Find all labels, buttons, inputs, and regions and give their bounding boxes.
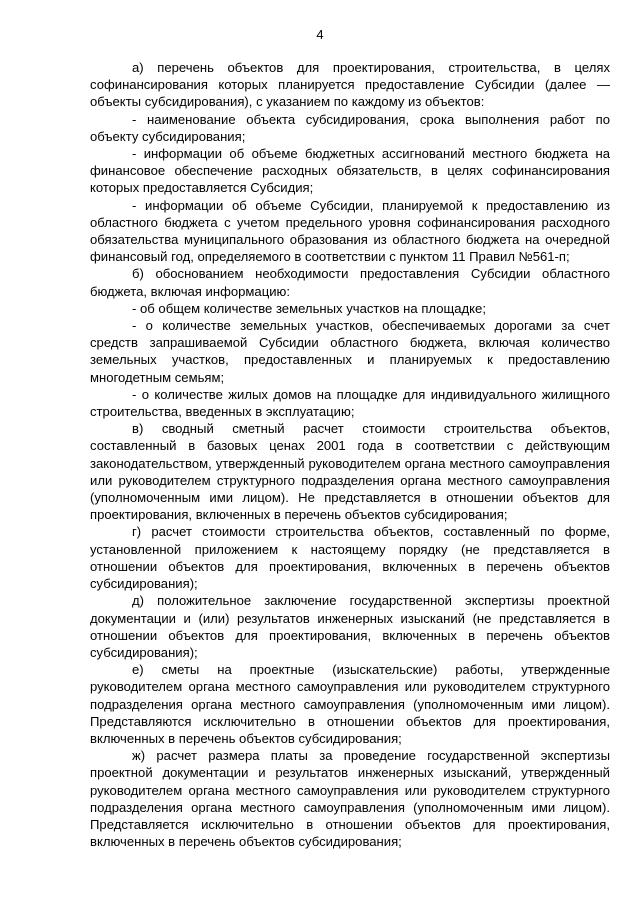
paragraph-object-name: - наименование объекта субсидирования, срока выполнения работ по объекту субсидирования; xyxy=(90,111,610,144)
page-number: 4 xyxy=(316,27,324,42)
paragraph-b-justification: б) обоснованием необходимости предоставления Субсидии областного бюджета, включая информацию: xyxy=(90,266,610,299)
paragraph-local-budget-info: - информации об объеме бюджетных ассигнований местного бюджета на финансовое обеспечение расходных обязательств, в целях софинансирования которых предоставляется Субсидия; xyxy=(90,146,610,196)
paragraph-e-design-estimates: е) сметы на проектные (изыскательские) работы, утвержденные руководителем органа местного самоуправления или руководителем структурного подразделения органа местного самоуправления (уполномоченным ими лицом). Представляются исключительно в отношении объектов для проектирования, включенных в перечень объектов субсидирования; xyxy=(90,662,610,746)
document-body xyxy=(90,59,610,850)
paragraph-zh-expertise-fee: ж) расчет размера платы за проведение государственной экспертизы проектной документации и результатов инженерных изысканий, утвержденный руководителем органа местного самоуправления или руководителем структурного подразделения органа местного самоуправления (уполномоченным ими лицом). Представляется исключительно в отношении объектов для проектирования, включенных в перечень объектов субсидирования; xyxy=(90,748,610,850)
paragraph-d-expert-conclusion: д) положительное заключение государственной экспертизы проектной документации и (или) результатов инженерных изысканий (не представляется в отношении объектов для проектирования, включенных в перечень объектов субсидирования); xyxy=(90,593,610,660)
paragraph-houses-count: - о количестве жилых домов на площадке для индивидуального жилищного строительства, введенных в эксплуатацию; xyxy=(90,386,610,420)
paragraph-land-plots-roads: - о количестве земельных участков, обеспечиваемых дорогами за счет средств запрашиваемой Субсидии областного бюджета, включая количество земельных участков, предоставленных и планируемых к предоставлению многодетным семьям; xyxy=(90,318,610,385)
paragraph-a-objects-list: а) перечень объектов для проектирования, строительства, в целях софинансирования которых планируется предоставление Субсидии (далее — объекты субсидирования), с указанием по каждому из объектов: xyxy=(90,60,610,110)
paragraph-subsidy-amount-info: - информации об объеме Субсидии, планируемой к предоставлению из областного бюджета с учетом предельного уровня софинансирования расходного обязательства муниципального образования из областного бюджета на очередной финансовый год, определяемого в соответствии с пунктом 11 Правил №561-п; xyxy=(90,197,610,265)
paragraph-v-summary-estimate: в) сводный сметный расчет стоимости строительства объектов, составленный в базовых ценах 2001 года в соответствии с действующим законодательством, утвержденный руководителем органа местного самоуправления или руководителем структурного подразделения органа местного самоуправления (уполномоченным ими лицом). Не представляется в отношении объектов для проектирования, включенных в перечень объектов субсидирования; xyxy=(90,421,610,523)
paragraph-land-plots-total: - об общем количестве земельных участков на площадке; xyxy=(132,300,486,316)
paragraph-g-cost-calculation: г) расчет стоимости строительства объектов, составленный по форме, установленной приложением к настоящему порядку (не представляется в отношении объектов для проектирования, включенных в перечень объектов субсидирования); xyxy=(90,524,610,592)
